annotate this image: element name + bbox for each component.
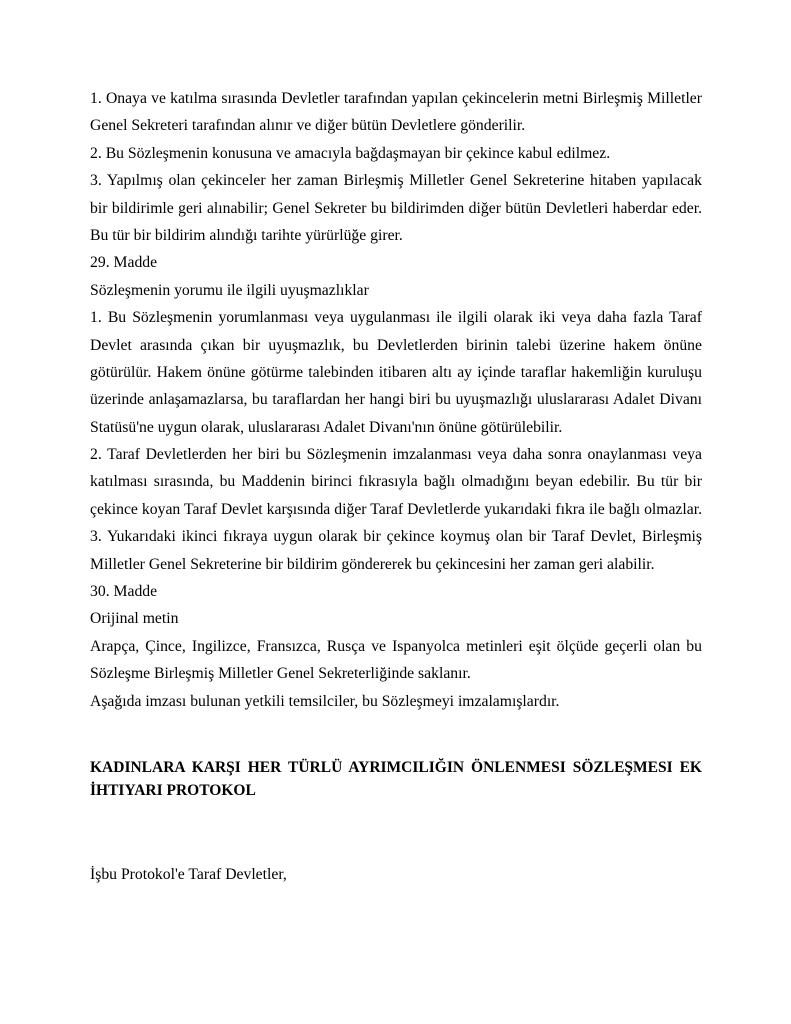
document-heading-block <box>90 756 702 803</box>
body-text-line: götürülür. Hakem önüne götürme talebinden itibaren altı ay içinde taraflar hakemliğin kuruluşu <box>90 363 702 381</box>
body-text-line: Genel Sekreteri tarafından alınır ve diğer bütün Devletlere gönderilir. <box>90 117 526 135</box>
closing-block <box>90 861 702 888</box>
body-text-line: 30. Madde <box>90 583 158 601</box>
body-text-line: Aşağıda imzası bulunan yetkili temsilciler, bu Sözleşmeyi imzalamışlardır. <box>90 692 560 710</box>
body-text-line: Arapça, Çince, Ingilizce, Fransızca, Rusça ve Ispanyolca metinleri eşit ölçüde geçerli olan bu <box>90 637 702 655</box>
closing-line: İşbu Protokol'e Taraf Devletler, <box>90 865 287 883</box>
body-text-line: 1. Bu Sözleşmenin yorumlanması veya uygulanması ile ilgili olarak iki veya daha fazla Taraf <box>90 309 702 327</box>
body-text-line: bir bildirimle geri alınabilir; Genel Sekreter bu bildirimden diğer bütün Devletleri haberdar eder. <box>90 199 702 217</box>
body-text-line: 2. Bu Sözleşmenin konusuna ve amacıyla bağdaşmayan bir çekince kabul edilmez. <box>90 144 611 162</box>
body-text-block <box>90 85 702 715</box>
heading-line: İHTIYARI PROTOKOL <box>90 782 256 800</box>
body-text-line: çekince koyan Taraf Devlet karşısında diğer Taraf Devletlerde yukarıdaki fıkra ile bağlı olmazlar. <box>90 500 702 518</box>
body-text-line: Sözleşme Birleşmiş Milletler Genel Sekreterliğinde saklanır. <box>90 665 471 683</box>
body-text-line: Statüsü'ne uygun olarak, uluslararası Adalet Divanı'nın önüne götürülebilir. <box>90 418 563 436</box>
body-text-line: Devlet arasında çıkan bir uyuşmazlık, bu Devletlerden birinin talebi üzerine hakem önüne <box>90 336 702 354</box>
body-text-line: Milletler Genel Sekreterine bir bildirim göndererek bu çekincesini her zaman geri alabilir. <box>90 555 655 573</box>
body-text-line: Bu tür bir bildirim alındığı tarihte yürürlüğe girer. <box>90 226 403 244</box>
body-text-line: 3. Yukarıdaki ikinci fıkraya uygun olarak bir çekince koymuş olan bir Taraf Devlet, Birleşmiş <box>90 528 702 546</box>
body-text-line: 2. Taraf Devletlerden her biri bu Sözleşmenin imzalanması veya daha sonra onaylanması veya <box>90 446 702 464</box>
body-text-line: üzerinde anlaşamazlarsa, bu taraflardan her hangi biri bu uyuşmazlığı uluslararası Adalet Divanı <box>90 391 702 409</box>
body-text-line: 3. Yapılmış olan çekinceler her zaman Birleşmiş Milletler Genel Sekreterine hitaben yapılacak <box>90 172 702 190</box>
body-text-line: 29. Madde <box>90 254 158 272</box>
heading-line: KADINLARA KARŞI HER TÜRLÜ AYRIMCILIĞIN ÖNLENMESI SÖZLEŞMESI EK <box>90 758 702 776</box>
body-text-line: katılması sırasında, bu Maddenin birinci fıkrasıyla bağlı olmadığını beyan edebilir. Bu tür bir <box>90 473 702 491</box>
body-text-line: Orijinal metin <box>90 610 179 628</box>
body-text-line: 1. Onaya ve katılma sırasında Devletler tarafından yapılan çekincelerin metni Birleşmiş Milletler <box>90 90 702 107</box>
body-text-line: Sözleşmenin yorumu ile ilgili uyuşmazlıklar <box>90 281 369 299</box>
